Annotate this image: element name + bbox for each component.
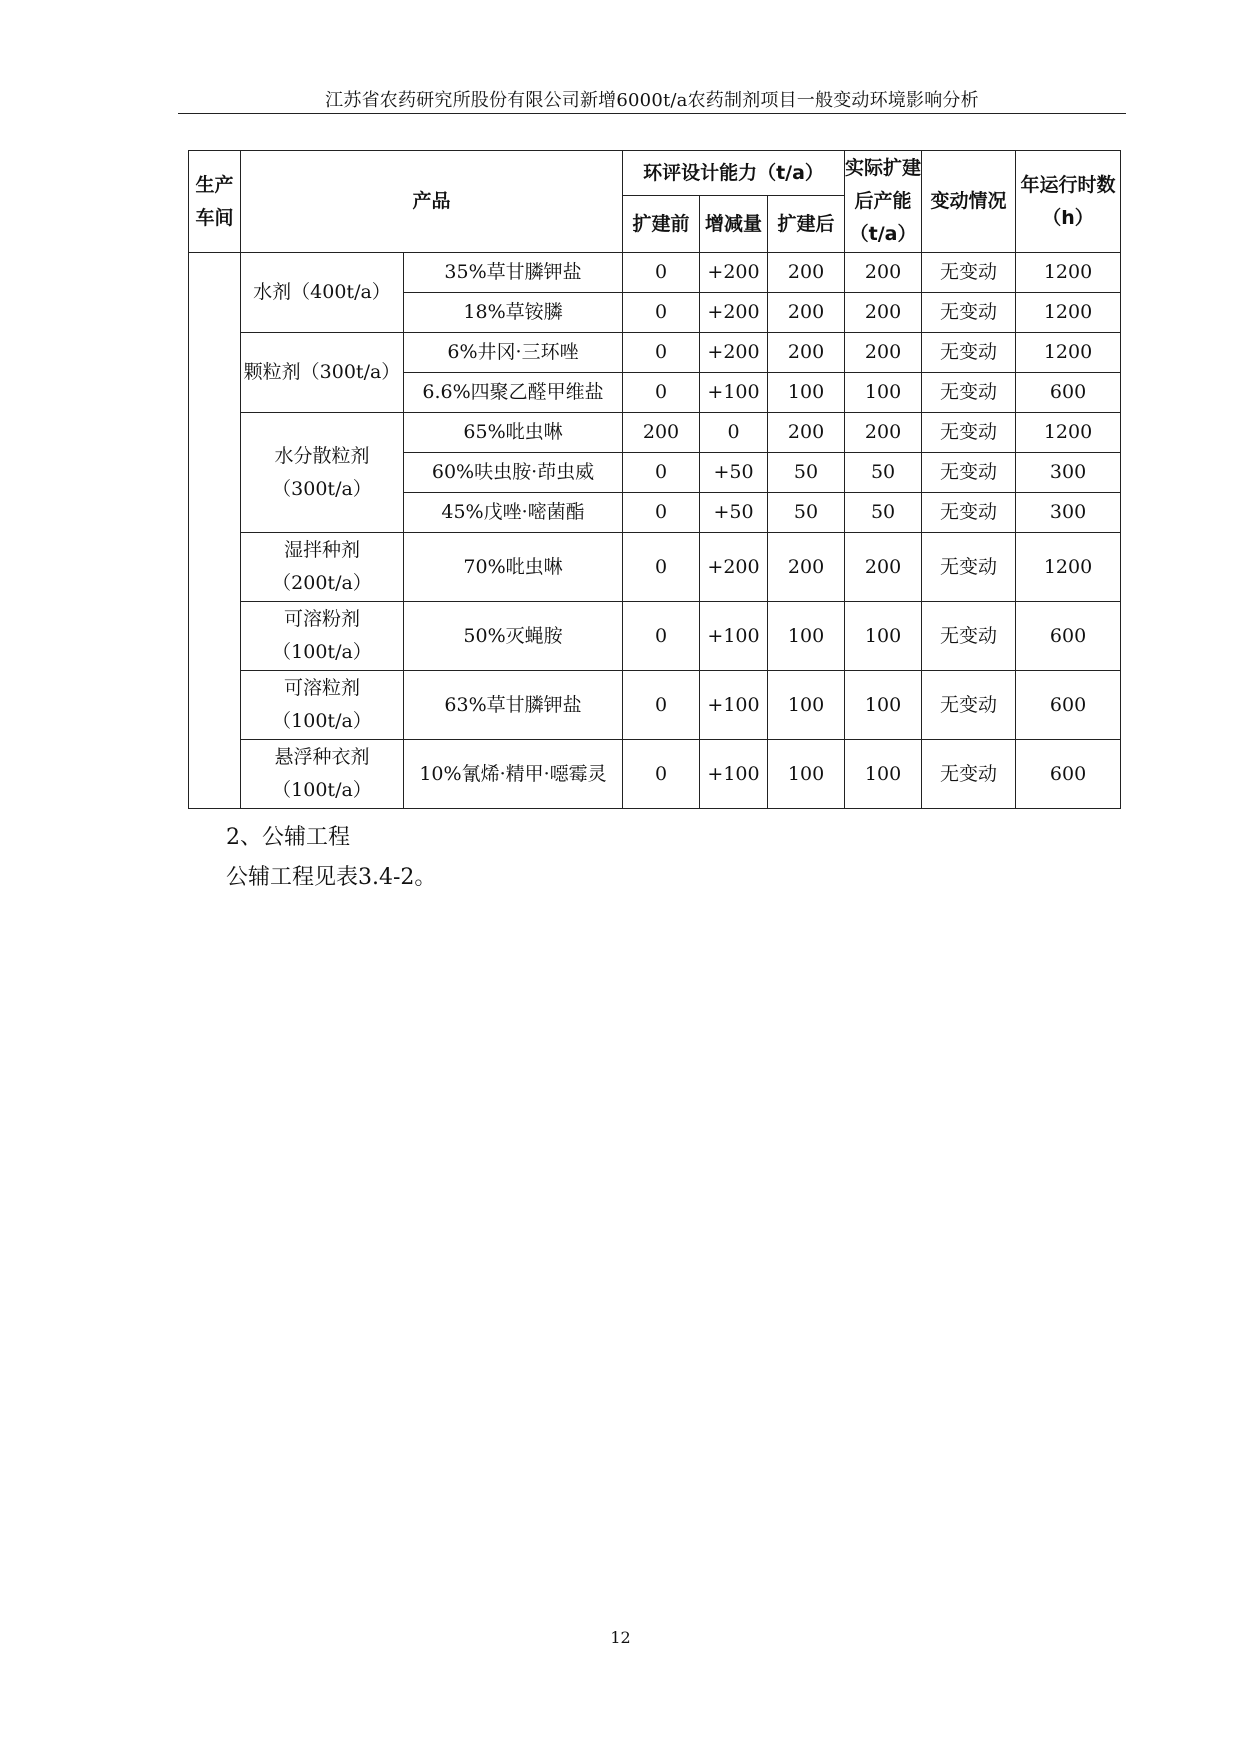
before-cell: 0 — [623, 602, 700, 671]
hours-cell: 1200 — [1016, 533, 1121, 602]
actual-cell: 100 — [845, 602, 922, 671]
hours-cell: 600 — [1016, 740, 1121, 809]
header-design-capacity: 环评设计能力（t/a） — [623, 151, 845, 196]
actual-cell: 200 — [845, 333, 922, 373]
actual-cell: 100 — [845, 671, 922, 740]
after-cell: 100 — [768, 671, 845, 740]
product-cell: 6.6%四聚乙醛甲维盐 — [404, 373, 623, 413]
product-cell: 70%吡虫啉 — [404, 533, 623, 602]
hours-cell: 600 — [1016, 602, 1121, 671]
running-header: 江苏省农药研究所股份有限公司新增6000t/a农药制剂项目一般变动环境影响分析 — [325, 90, 979, 111]
change-cell: +100 — [700, 740, 768, 809]
before-cell: 0 — [623, 493, 700, 533]
actual-cell: 200 — [845, 413, 922, 453]
table-row — [189, 253, 1121, 293]
after-cell: 200 — [768, 413, 845, 453]
product-cell: 10%氰烯·精甲·噁霉灵 — [404, 740, 623, 809]
hours-cell: 600 — [1016, 671, 1121, 740]
status-cell: 无变动 — [922, 671, 1016, 740]
product-cell: 60%呋虫胺·茚虫威 — [404, 453, 623, 493]
product-cell: 50%灭蝇胺 — [404, 602, 623, 671]
status-cell: 无变动 — [922, 373, 1016, 413]
actual-cell: 100 — [845, 373, 922, 413]
status-cell: 无变动 — [922, 453, 1016, 493]
product-cell: 63%草甘膦钾盐 — [404, 671, 623, 740]
table-row — [189, 740, 1121, 809]
hours-cell: 600 — [1016, 373, 1121, 413]
before-cell: 0 — [623, 253, 700, 293]
header-actual-capacity: 实际扩建后产能（t/a） — [845, 151, 922, 253]
table-row — [189, 602, 1121, 671]
status-cell: 无变动 — [922, 740, 1016, 809]
hours-cell: 1200 — [1016, 413, 1121, 453]
section-heading: 2、公辅工程 — [226, 825, 350, 850]
group-name: 湿拌种剂（200t/a） — [241, 533, 404, 602]
hours-cell: 1200 — [1016, 333, 1121, 373]
before-cell: 0 — [623, 533, 700, 602]
product-cell: 18%草铵膦 — [404, 293, 623, 333]
group-name: 颗粒剂（300t/a） — [241, 333, 404, 413]
change-cell: +100 — [700, 602, 768, 671]
group-name: 水分散粒剂（300t/a） — [241, 413, 404, 533]
product-cell: 35%草甘膦钾盐 — [404, 253, 623, 293]
actual-cell: 50 — [845, 493, 922, 533]
group-name: 悬浮种衣剂（100t/a） — [241, 740, 404, 809]
before-cell: 0 — [623, 333, 700, 373]
workshop-cell — [189, 253, 241, 809]
before-cell: 0 — [623, 453, 700, 493]
actual-cell: 50 — [845, 453, 922, 493]
header-before: 扩建前 — [623, 196, 700, 253]
hours-cell: 300 — [1016, 493, 1121, 533]
table-row — [189, 413, 1121, 453]
before-cell: 200 — [623, 413, 700, 453]
change-cell: +100 — [700, 373, 768, 413]
header-after: 扩建后 — [768, 196, 845, 253]
header-rule — [178, 113, 1126, 114]
header-workshop: 生产车间 — [189, 151, 241, 253]
change-cell: +200 — [700, 533, 768, 602]
group-name: 可溶粒剂（100t/a） — [241, 671, 404, 740]
before-cell: 0 — [623, 740, 700, 809]
after-cell: 50 — [768, 453, 845, 493]
before-cell: 0 — [623, 373, 700, 413]
group-name: 水剂（400t/a） — [241, 253, 404, 333]
before-cell: 0 — [623, 671, 700, 740]
change-cell: +200 — [700, 293, 768, 333]
page-number: 12 — [610, 1628, 631, 1647]
change-cell: +100 — [700, 671, 768, 740]
change-cell: +200 — [700, 333, 768, 373]
hours-cell: 1200 — [1016, 253, 1121, 293]
before-cell: 0 — [623, 293, 700, 333]
after-cell: 200 — [768, 533, 845, 602]
change-cell: 0 — [700, 413, 768, 453]
change-cell: +50 — [700, 493, 768, 533]
status-cell: 无变动 — [922, 293, 1016, 333]
after-cell: 100 — [768, 740, 845, 809]
section-text: 公辅工程见表3.4-2。 — [226, 865, 437, 890]
status-cell: 无变动 — [922, 493, 1016, 533]
hours-cell: 1200 — [1016, 293, 1121, 333]
hours-cell: 300 — [1016, 453, 1121, 493]
after-cell: 100 — [768, 602, 845, 671]
after-cell: 50 — [768, 493, 845, 533]
table-row — [189, 333, 1121, 373]
actual-cell: 200 — [845, 253, 922, 293]
table-row — [189, 533, 1121, 602]
status-cell: 无变动 — [922, 413, 1016, 453]
after-cell: 100 — [768, 373, 845, 413]
after-cell: 200 — [768, 253, 845, 293]
header-status: 变动情况 — [922, 151, 1016, 253]
status-cell: 无变动 — [922, 253, 1016, 293]
product-cell: 45%戊唑·嘧菌酯 — [404, 493, 623, 533]
status-cell: 无变动 — [922, 533, 1016, 602]
product-cell: 6%井冈·三环唑 — [404, 333, 623, 373]
status-cell: 无变动 — [922, 602, 1016, 671]
change-cell: +50 — [700, 453, 768, 493]
header-change: 增减量 — [700, 196, 768, 253]
after-cell: 200 — [768, 293, 845, 333]
after-cell: 200 — [768, 333, 845, 373]
capacity-table — [188, 150, 1121, 809]
product-cell: 65%吡虫啉 — [404, 413, 623, 453]
group-name: 可溶粉剂（100t/a） — [241, 602, 404, 671]
actual-cell: 200 — [845, 293, 922, 333]
header-hours: 年运行时数（h） — [1016, 151, 1121, 253]
header-product: 产品 — [241, 151, 623, 253]
actual-cell: 100 — [845, 740, 922, 809]
status-cell: 无变动 — [922, 333, 1016, 373]
actual-cell: 200 — [845, 533, 922, 602]
change-cell: +200 — [700, 253, 768, 293]
table-row — [189, 671, 1121, 740]
